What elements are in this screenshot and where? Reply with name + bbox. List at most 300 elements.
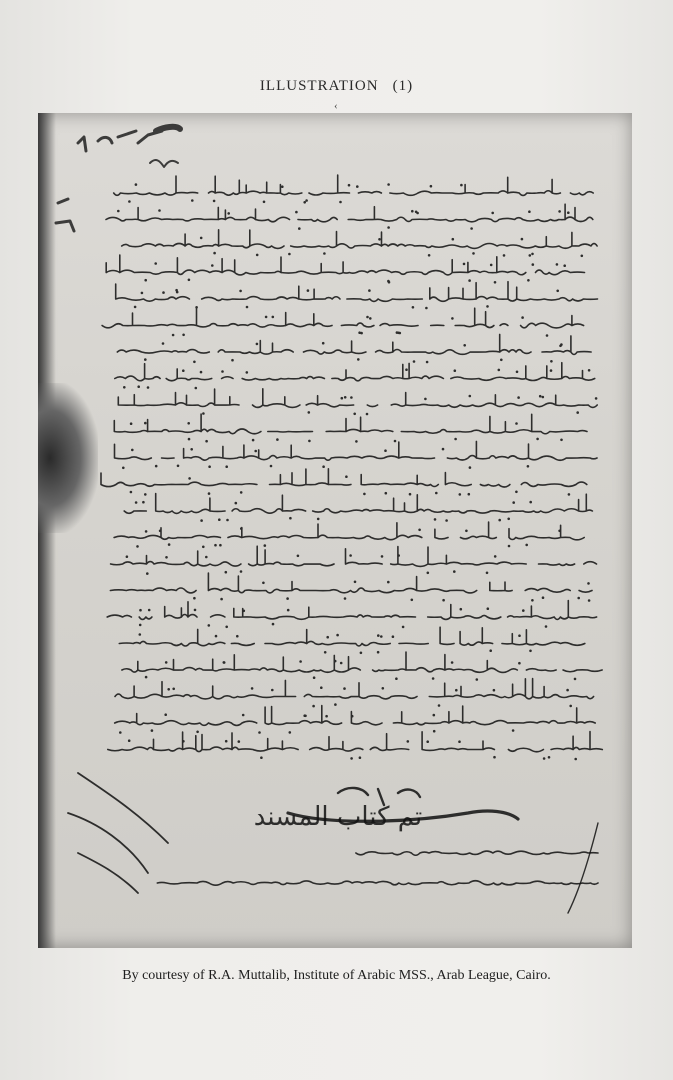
- diacritic-dot: [531, 599, 534, 602]
- diacritic-dot: [334, 703, 337, 706]
- diacritic-dot: [588, 369, 591, 372]
- diacritic-dot: [546, 334, 549, 337]
- diacritic-dot: [260, 756, 263, 759]
- diacritic-dot: [271, 689, 274, 692]
- diacritic-dot: [566, 689, 569, 692]
- diacritic-dot: [545, 625, 548, 628]
- diacritic-dot: [532, 263, 535, 266]
- diacritic-dot: [465, 530, 468, 533]
- diacritic-dot: [525, 544, 528, 547]
- diacritic-dot: [172, 688, 175, 691]
- diacritic-dot: [512, 729, 515, 732]
- diacritic-dot: [427, 572, 430, 575]
- diacritic-dot: [518, 634, 521, 637]
- diacritic-dot: [254, 450, 257, 453]
- diacritic-dot: [236, 635, 239, 638]
- diacritic-dot: [350, 757, 353, 760]
- diacritic-dot: [542, 596, 545, 599]
- diacritic-dot: [487, 607, 490, 610]
- diacritic-dot: [574, 758, 577, 761]
- manuscript-script-line: [122, 652, 602, 672]
- diacritic-dot: [213, 252, 216, 255]
- diacritic-dot: [135, 501, 138, 504]
- diacritic-dot: [521, 316, 524, 319]
- diacritic-dot: [369, 317, 372, 320]
- diacritic-dot: [460, 184, 463, 187]
- diacritic-dot: [476, 678, 479, 681]
- diacritic-dot: [325, 715, 328, 718]
- diacritic-dot: [451, 317, 454, 320]
- diacritic-dot: [320, 686, 323, 689]
- diacritic-dot: [343, 687, 346, 690]
- diacritic-dot: [387, 226, 390, 229]
- diacritic-dot: [515, 422, 518, 425]
- diacritic-dot: [117, 210, 120, 213]
- diacritic-dot: [354, 581, 357, 584]
- diacritic-dot: [438, 704, 441, 707]
- diacritic-dot: [287, 609, 290, 612]
- diacritic-dot: [141, 292, 144, 295]
- diacritic-dot: [225, 465, 228, 468]
- diacritic-dot: [324, 651, 327, 654]
- diacritic-dot: [558, 210, 561, 213]
- diacritic-dot: [305, 199, 308, 202]
- diacritic-dot: [469, 466, 472, 469]
- diacritic-dot: [366, 316, 369, 319]
- diacritic-dot: [442, 448, 445, 451]
- diacritic-dot: [131, 449, 134, 452]
- diacritic-dot: [307, 289, 310, 292]
- diacritic-dot: [409, 493, 412, 496]
- diacritic-dot: [516, 371, 519, 374]
- diacritic-dot: [130, 422, 133, 425]
- diacritic-dot: [187, 422, 190, 425]
- diacritic-dot: [350, 396, 353, 399]
- diacritic-dot: [344, 396, 347, 399]
- diacritic-dot: [304, 715, 307, 718]
- diacritic-dot: [536, 438, 539, 441]
- diacritic-dot: [377, 651, 380, 654]
- diacritic-dot: [272, 623, 275, 626]
- diacritic-dot: [194, 609, 197, 612]
- diacritic-dot: [472, 252, 475, 255]
- diacritic-dot: [243, 610, 246, 613]
- manuscript-script-line: [115, 363, 595, 381]
- diacritic-dot: [297, 555, 300, 558]
- manuscript-script-line: [117, 334, 591, 354]
- diacritic-dot: [136, 545, 139, 548]
- manuscript-script-line: [106, 204, 593, 222]
- diacritic-dot: [334, 660, 337, 663]
- diacritic-dot: [560, 439, 563, 442]
- diacritic-dot: [381, 555, 384, 558]
- diacritic-dot: [521, 238, 524, 241]
- diacritic-dot: [135, 183, 138, 186]
- diacritic-dot: [394, 440, 397, 443]
- diacritic-dot: [122, 467, 125, 470]
- diacritic-dot: [356, 185, 359, 188]
- diacritic-dot: [159, 530, 162, 533]
- diacritic-dot: [263, 201, 266, 204]
- diacritic-dot: [378, 238, 381, 241]
- diacritic-dot: [550, 360, 553, 363]
- diacritic-dot: [498, 519, 501, 522]
- diacritic-dot: [172, 334, 175, 337]
- diacritic-dot: [341, 397, 344, 400]
- diacritic-dot: [144, 493, 147, 496]
- diacritic-dot: [128, 200, 131, 203]
- diacritic-dot: [227, 212, 230, 215]
- diacritic-dot: [281, 185, 284, 188]
- diacritic-dot: [344, 597, 347, 600]
- diacritic-dot: [119, 731, 122, 734]
- diacritic-dot: [569, 705, 572, 708]
- diacritic-dot: [494, 281, 497, 284]
- diacritic-dot: [459, 493, 462, 496]
- diacritic-dot: [336, 634, 339, 637]
- diacritic-dot: [387, 183, 390, 186]
- diacritic-dot: [205, 440, 208, 443]
- diacritic-dot: [345, 475, 348, 478]
- diacritic-dot: [388, 281, 391, 284]
- diacritic-dot: [357, 358, 360, 361]
- diacritic-dot: [190, 448, 193, 451]
- diacritic-dot: [165, 661, 168, 664]
- diacritic-dot: [434, 518, 437, 521]
- diacritic-dot: [454, 438, 457, 441]
- diacritic-dot: [246, 306, 249, 309]
- diacritic-dot: [507, 518, 510, 521]
- diacritic-dot: [145, 530, 148, 533]
- diacritic-dot: [276, 438, 279, 441]
- diacritic-dot: [213, 200, 216, 203]
- illustration-title: ILLUSTRATION: [259, 78, 379, 94]
- diacritic-dot: [145, 676, 148, 679]
- diacritic-dot: [288, 253, 291, 256]
- diacritic-dot: [322, 342, 325, 345]
- photo-caption: By courtesy of R.A. Muttalib, Institute of Arabic MSS., Arab League, Cairo.: [122, 968, 551, 983]
- manuscript-script-line: [110, 573, 592, 593]
- diacritic-dot: [508, 545, 511, 548]
- diacritic-dot: [317, 518, 320, 521]
- diacritic-dot: [527, 279, 530, 282]
- diacritic-dot: [543, 757, 546, 760]
- diacritic-dot: [595, 397, 598, 400]
- diacritic-dot: [529, 501, 532, 504]
- diacritic-dot: [486, 572, 489, 575]
- diacritic-dot: [433, 714, 436, 717]
- manuscript-photograph: [38, 113, 632, 948]
- diacritic-dot: [411, 599, 414, 602]
- diacritic-dot: [168, 543, 171, 546]
- diacritic-dot: [539, 395, 542, 398]
- diacritic-dot: [568, 493, 571, 496]
- diacritic-dot: [428, 254, 431, 257]
- diacritic-dot: [425, 307, 428, 310]
- diacritic-dot: [453, 570, 456, 573]
- diacritic-dot: [208, 492, 211, 495]
- manuscript-handwriting: [38, 113, 632, 948]
- manuscript-script-line: [102, 308, 583, 328]
- diacritic-dot: [558, 530, 561, 533]
- colophon-title: تم كتاب المسند: [253, 802, 423, 832]
- diacritic-dot: [395, 677, 398, 680]
- diacritic-dot: [418, 529, 421, 532]
- diacritic-dot: [385, 492, 388, 495]
- diacritic-dot: [463, 263, 466, 266]
- diacritic-dot: [397, 332, 400, 335]
- diacritic-dot: [493, 689, 496, 692]
- manuscript-script-line: [106, 255, 584, 275]
- diacritic-dot: [265, 316, 268, 319]
- diacritic-dot: [270, 465, 273, 468]
- diacritic-dot: [308, 440, 311, 443]
- diacritic-dot: [221, 370, 224, 373]
- diacritic-dot: [139, 624, 142, 627]
- diacritic-dot: [351, 715, 354, 718]
- page-header: [0, 78, 673, 95]
- diacritic-dot: [299, 660, 302, 663]
- diacritic-dot: [240, 527, 243, 530]
- diacritic-dot: [251, 687, 254, 690]
- diacritic-dot: [295, 211, 298, 214]
- diacritic-dot: [445, 519, 448, 522]
- diacritic-dot: [128, 739, 131, 742]
- diacritic-dot: [458, 740, 461, 743]
- diacritic-dot: [460, 608, 463, 611]
- diacritic-dot: [246, 371, 249, 374]
- diacritic-dot: [339, 201, 342, 204]
- diacritic-dot: [167, 688, 170, 691]
- diacritic-dot: [308, 411, 311, 414]
- diacritic-dot: [326, 636, 329, 639]
- diacritic-dot: [491, 212, 494, 215]
- header-mark: ‹: [334, 100, 338, 112]
- diacritic-dot: [238, 740, 241, 743]
- diacritic-dot: [123, 386, 126, 389]
- diacritic-dot: [323, 252, 326, 255]
- diacritic-dot: [130, 491, 133, 494]
- diacritic-dot: [529, 650, 532, 653]
- diacritic-dot: [162, 342, 165, 345]
- diacritic-dot: [147, 386, 150, 389]
- diacritic-dot: [272, 316, 275, 319]
- diacritic-dot: [397, 554, 400, 557]
- diacritic-dot: [430, 185, 433, 188]
- diacritic-dot: [312, 705, 315, 708]
- diacritic-dot: [202, 412, 205, 415]
- diacritic-dot: [340, 662, 343, 665]
- illustration-number: (1): [392, 78, 414, 94]
- diacritic-dot: [432, 677, 435, 680]
- diacritic-dot: [155, 465, 158, 468]
- diacritic-dot: [366, 413, 369, 416]
- diacritic-dot: [240, 570, 243, 573]
- diacritic-dot: [298, 227, 301, 230]
- diacritic-dot: [264, 544, 267, 547]
- diacritic-dot: [146, 572, 149, 575]
- diacritic-dot: [493, 756, 496, 759]
- diacritic-dot: [489, 649, 492, 652]
- diacritic-dot: [139, 609, 142, 612]
- diacritic-dot: [451, 661, 454, 664]
- diacritic-dot: [193, 597, 196, 600]
- diacritic-dot: [577, 597, 580, 600]
- diacritic-dot: [220, 598, 223, 601]
- diacritic-dot: [200, 237, 203, 240]
- diacritic-dot: [148, 609, 151, 612]
- diacritic-dot: [188, 438, 191, 441]
- diacritic-dot: [360, 652, 363, 655]
- diacritic-dot: [208, 465, 211, 468]
- manuscript-script-line: [115, 441, 598, 460]
- manuscript-script-line: [122, 230, 597, 249]
- manuscript-script-line: [108, 732, 603, 752]
- diacritic-dot: [191, 199, 194, 202]
- diacritic-dot: [200, 371, 203, 374]
- diacritic-dot: [182, 334, 185, 337]
- diacritic-dot: [387, 581, 390, 584]
- diacritic-dot: [231, 359, 234, 362]
- diacritic-dot: [176, 291, 179, 294]
- diacritic-dot: [550, 369, 553, 372]
- diacritic-dot: [137, 385, 140, 388]
- diacritic-dot: [219, 544, 222, 547]
- diacritic-dot: [239, 290, 242, 293]
- diacritic-dot: [164, 713, 167, 716]
- diacritic-dot: [196, 731, 199, 734]
- diacritic-dot: [256, 254, 259, 257]
- diacritic-dot: [368, 289, 371, 292]
- diacritic-dot: [528, 210, 531, 213]
- diacritic-dot: [392, 635, 395, 638]
- diacritic-dot: [486, 305, 489, 308]
- diacritic-dot: [412, 306, 415, 309]
- diacritic-dot: [139, 633, 142, 636]
- colophon-script-line: [356, 851, 598, 855]
- diacritic-dot: [452, 238, 455, 241]
- diacritic-dot: [402, 626, 405, 629]
- diacritic-dot: [193, 361, 196, 364]
- diacritic-dot: [559, 345, 562, 348]
- diacritic-dot: [235, 502, 238, 505]
- diacritic-dot: [144, 279, 147, 282]
- diacritic-dot: [226, 519, 229, 522]
- diacritic-dot: [542, 396, 545, 399]
- diacritic-dot: [358, 331, 361, 334]
- diacritic-dot: [380, 635, 383, 638]
- manuscript-script-line: [119, 627, 585, 646]
- diacritic-dot: [211, 264, 214, 267]
- diacritic-dot: [527, 465, 530, 468]
- diacritic-dot: [463, 344, 466, 347]
- diacritic-dot: [503, 254, 506, 257]
- diacritic-dot: [313, 676, 316, 679]
- diacritic-dot: [468, 493, 471, 496]
- manuscript-script-line: [111, 546, 597, 566]
- manuscript-script-line: [115, 706, 596, 726]
- diacritic-dot: [363, 493, 366, 496]
- diacritic-dot: [348, 184, 351, 187]
- diacritic-dot: [500, 359, 503, 362]
- diacritic-dot: [126, 555, 129, 558]
- diacritic-dot: [490, 264, 493, 267]
- diacritic-dot: [416, 212, 419, 215]
- manuscript-script-line: [116, 282, 598, 302]
- diacritic-dot: [382, 687, 385, 690]
- diacritic-dot: [405, 368, 408, 371]
- diacritic-dot: [494, 555, 497, 558]
- diacritic-dot: [182, 369, 185, 372]
- diacritic-dot: [225, 571, 228, 574]
- diacritic-dot: [563, 264, 566, 267]
- diacritic-dot: [225, 626, 228, 629]
- diacritic-dot: [470, 227, 473, 230]
- diacritic-dot: [454, 369, 457, 372]
- diacritic-dot: [355, 440, 358, 443]
- diacritic-dot: [349, 554, 352, 557]
- diacritic-dot: [384, 449, 387, 452]
- diacritic-dot: [469, 395, 472, 398]
- diacritic-dot: [426, 740, 429, 743]
- diacritic-dot: [144, 358, 147, 361]
- diacritic-dot: [208, 624, 211, 627]
- diacritic-dot: [214, 544, 217, 547]
- diacritic-dot: [515, 491, 518, 494]
- diacritic-dot: [587, 582, 590, 585]
- diacritic-dot: [435, 492, 438, 495]
- diacritic-dot: [377, 634, 380, 637]
- diacritic-dot: [433, 730, 436, 733]
- diacritic-dot: [468, 279, 471, 282]
- diacritic-dot: [188, 279, 191, 282]
- diacritic-dot: [322, 465, 325, 468]
- manuscript-script-line: [114, 175, 594, 195]
- diacritic-dot: [581, 255, 584, 258]
- diacritic-dot: [576, 411, 579, 414]
- diacritic-dot: [252, 439, 255, 442]
- diacritic-dot: [407, 740, 410, 743]
- diacritic-dot: [286, 597, 289, 600]
- diacritic-dot: [195, 387, 198, 390]
- diacritic-dot: [144, 422, 147, 425]
- diacritic-dot: [588, 599, 591, 602]
- manuscript-script-line: [101, 469, 587, 487]
- manuscript-script-line: [115, 679, 594, 699]
- diacritic-dot: [498, 369, 501, 372]
- diacritic-dot: [202, 546, 205, 549]
- diacritic-dot: [548, 756, 551, 759]
- diacritic-dot: [262, 582, 265, 585]
- diacritic-dot: [188, 477, 191, 480]
- diacritic-dot: [413, 360, 416, 363]
- diacritic-dot: [353, 413, 356, 416]
- diacritic-dot: [455, 689, 458, 692]
- diacritic-dot: [442, 599, 445, 602]
- diacritic-dot: [205, 556, 208, 559]
- diacritic-dot: [200, 519, 203, 522]
- diacritic-dot: [567, 211, 570, 214]
- diacritic-dot: [242, 714, 245, 717]
- diacritic-dot: [215, 635, 218, 638]
- diacritic-dot: [289, 731, 292, 734]
- diacritic-dot: [177, 465, 180, 468]
- diacritic-dot: [574, 678, 577, 681]
- diacritic-dot: [134, 306, 137, 309]
- diacritic-dot: [142, 501, 145, 504]
- diacritic-dot: [158, 209, 161, 212]
- diacritic-dot: [182, 740, 185, 743]
